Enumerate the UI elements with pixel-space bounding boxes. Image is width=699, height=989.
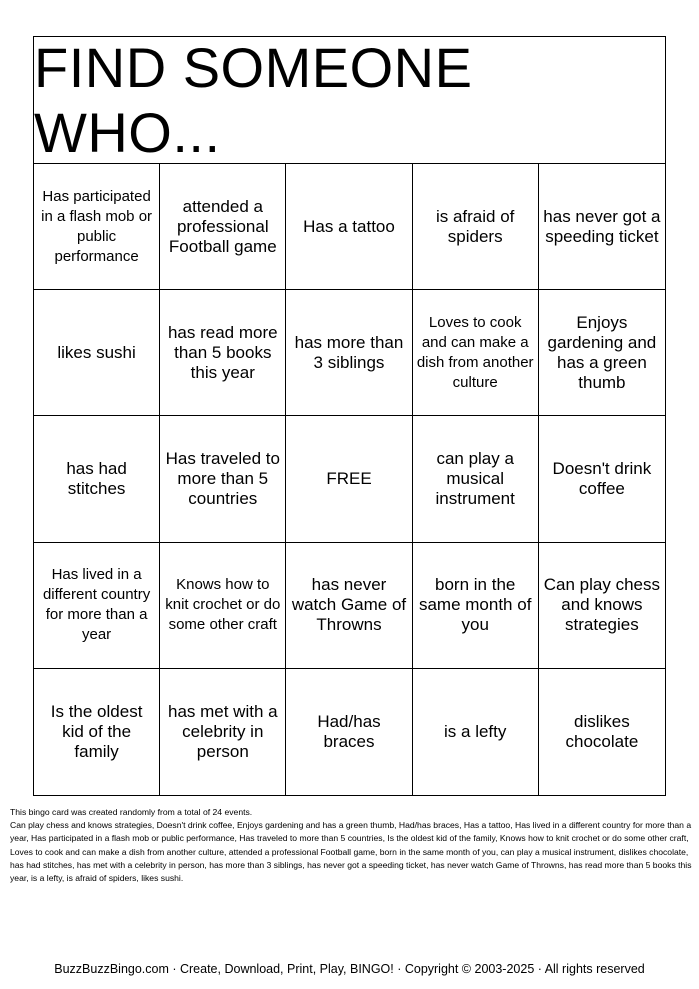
bingo-square: Knows how to knit crochet or do some other craft (160, 543, 286, 669)
bingo-square: dislikes chocolate (565, 711, 639, 751)
bingo-square: born in the same month of you (413, 543, 539, 669)
bingo-square: Has a tattoo (286, 164, 412, 290)
bingo-square: has never watch Game of Throwns (286, 543, 412, 669)
bingo-square: has never got a speeding ticket (539, 164, 665, 290)
bingo-grid (34, 164, 665, 795)
site-footer: BuzzBuzzBingo.com · Create, Download, Print, Play, BINGO! · Copyright © 2003-2025 · All rights reserved (54, 962, 645, 976)
bingo-square: Has traveled to more than 5 countries (160, 416, 286, 542)
bingo-square: is a lefty (413, 669, 539, 795)
bingo-square: Has participated in a flash mob or public performance (34, 164, 160, 290)
footnote-events: Can play chess and knows strategies, Doesn't drink coffee, Enjoys gardening and has a green thumb, Had/has braces, Has a tattoo, Has lived in a different country for more than a year, Has participated in a flash mob or public performance, Has traveled to more than 5 countries, Is the oldest kid of the family, Knows how to knit crochet or do some other craft, Loves to cook and can make a dish from another culture, attended a professional Football game, born in the same month of you, can play a musical instrument, dislikes chocolate, has had stitches, has met with a celebrity in person, has more than 3 siblings, has never got a speeding ticket, has never watch Game of Throwns, has read more than 5 books this year, is a lefty, is afraid of spiders, likes sushi. (10, 820, 692, 884)
free-square: FREE (286, 416, 412, 542)
bingo-square: is afraid of spiders (413, 164, 539, 290)
card-title: FIND SOMEONE WHO... (34, 37, 665, 164)
bingo-square: Doesn't drink coffee (539, 416, 665, 542)
bingo-square: Had/has braces (286, 669, 412, 795)
bingo-square: Enjoys gardening and has a green thumb (539, 290, 665, 416)
bingo-square: likes sushi (34, 290, 160, 416)
bingo-square: Has lived in a different country for more than a year (34, 543, 160, 669)
bingo-square: has read more than 5 books this year (160, 290, 286, 416)
footnote-intro: This bingo card was created randomly from a total of 24 events. (10, 807, 253, 817)
bingo-square: has more than 3 siblings (286, 290, 412, 416)
bingo-square: has met with a celebrity in person (160, 669, 286, 795)
bingo-square: Can play chess and knows strategies (539, 543, 665, 669)
bingo-square: has had stitches (34, 416, 160, 542)
bingo-square: Loves to cook and can make a dish from another culture (413, 290, 539, 416)
bingo-square: attended a professional Football game (160, 164, 286, 290)
bingo-square: can play a musical instrument (413, 416, 539, 542)
bingo-card (33, 36, 666, 796)
bingo-square: Is the oldest kid of the family (34, 669, 160, 795)
event-list-note (10, 806, 694, 885)
